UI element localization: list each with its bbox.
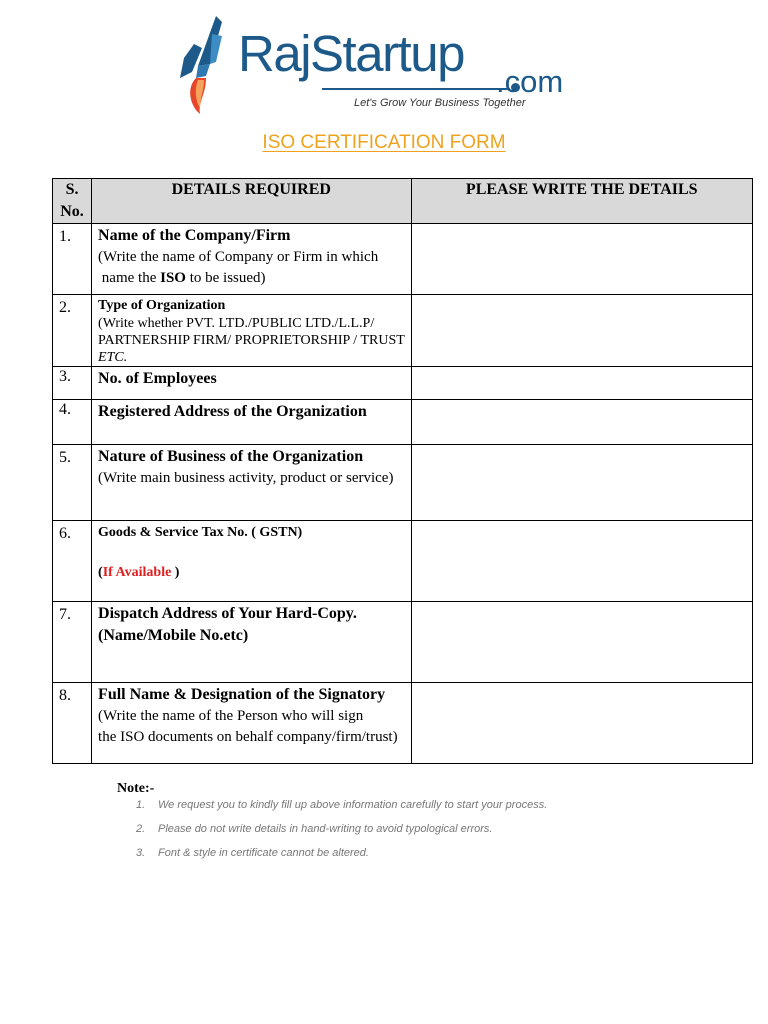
- table-row: [53, 367, 753, 400]
- answer-field-signatory[interactable]: [411, 683, 753, 764]
- row-number: 4.: [53, 400, 92, 445]
- row-label: Name of the Company/Firm: [98, 227, 291, 244]
- note-heading: Note:-: [117, 781, 155, 796]
- hint-text: to be issued): [185, 270, 266, 286]
- row-details: [92, 224, 411, 295]
- table-row: [53, 224, 753, 295]
- list-item: [136, 845, 547, 869]
- header-sno: S. No.: [53, 179, 92, 224]
- row-label: Goods & Service Tax No. ( GSTN): [98, 525, 303, 540]
- hint-bold: ISO: [160, 270, 186, 286]
- table-row: [53, 602, 753, 683]
- answer-field-dispatch-address[interactable]: [411, 602, 753, 683]
- hint-text: (Write whether PVT. LTD./PUBLIC LTD./L.L.P/ PARTNERSHIP FIRM/ PROPRIETORSHIP / TRUST: [98, 316, 405, 348]
- row-label: Full Name & Designation of the Signatory: [98, 686, 386, 703]
- row-label: Registered Address of the Organization: [98, 403, 367, 420]
- note-number: 1.: [136, 799, 146, 811]
- answer-field-business-nature[interactable]: [411, 445, 753, 521]
- list-item: [136, 797, 547, 821]
- table-row: [53, 445, 753, 521]
- hint-italic: ETC.: [98, 350, 128, 365]
- row-label: Type of Organization: [98, 298, 226, 313]
- answer-field-registered-address[interactable]: [411, 400, 753, 445]
- row-hint: [98, 564, 406, 582]
- row-label: Dispatch Address of Your Hard-Copy.: [98, 605, 357, 622]
- note-text: Font & style in certificate cannot be altered.: [158, 847, 369, 859]
- header-details-required: DETAILS REQUIRED: [92, 179, 411, 224]
- row-label: No. of Employees: [98, 370, 217, 387]
- table-row: [53, 683, 753, 764]
- brand-name: RajStartup: [238, 25, 464, 82]
- row-number: 8.: [53, 683, 92, 764]
- row-number: 6.: [53, 521, 92, 602]
- hint-text: (: [98, 565, 103, 580]
- iso-form-table: [52, 178, 753, 764]
- note-text: We request you to kindly fill up above information carefully to start your process.: [158, 799, 548, 811]
- row-hint: (Write the name of Company or Firm in which: [98, 249, 379, 265]
- logo: [176, 14, 596, 116]
- brand-domain-suffix: .com: [496, 64, 564, 99]
- table-row: [53, 521, 753, 602]
- row-details: [92, 521, 411, 602]
- brand-underline: [322, 88, 510, 90]
- header-please-write: PLEASE WRITE THE DETAILS: [411, 179, 753, 224]
- row-hint: (Write main business activity, product or service): [98, 470, 394, 486]
- row-details: [92, 445, 411, 521]
- row-details: [92, 400, 411, 445]
- answer-field-employees[interactable]: [411, 367, 753, 400]
- row-number: 3.: [53, 367, 92, 400]
- row-hint: the ISO documents on behalf company/firm/trust): [98, 729, 398, 745]
- row-number: 7.: [53, 602, 92, 683]
- row-hint: (Write the name of the Person who will sign: [98, 708, 364, 724]
- row-label: (Name/Mobile No.etc): [98, 627, 249, 644]
- row-details: [92, 295, 411, 367]
- row-details: [92, 602, 411, 683]
- answer-field-gstn[interactable]: [411, 521, 753, 602]
- row-hint: [98, 268, 406, 289]
- table-row: [53, 400, 753, 445]
- row-details: [92, 367, 411, 400]
- row-number: 5.: [53, 445, 92, 521]
- answer-field-organization-type[interactable]: [411, 295, 753, 367]
- row-hint: [98, 315, 406, 366]
- page-title: ISO CERTIFICATION FORM: [262, 132, 506, 153]
- hint-text: name the: [98, 270, 161, 286]
- table-header-row: [53, 179, 753, 224]
- hint-text: ): [171, 565, 180, 580]
- note-list: [136, 797, 547, 869]
- table-row: [53, 295, 753, 367]
- note-text: Please do not write details in hand-writing to avoid typological errors.: [158, 823, 493, 835]
- list-item: [136, 821, 547, 845]
- note-number: 2.: [136, 823, 146, 835]
- row-number: 1.: [53, 224, 92, 295]
- answer-field-company-name[interactable]: [411, 224, 753, 295]
- row-number: 2.: [53, 295, 92, 367]
- if-available-note: If Available: [102, 565, 172, 580]
- note-number: 3.: [136, 847, 146, 859]
- brand-tagline: Let's Grow Your Business Together: [354, 97, 526, 109]
- row-details: [92, 683, 411, 764]
- rocket-icon: [176, 14, 232, 116]
- row-label: Nature of Business of the Organization: [98, 448, 364, 465]
